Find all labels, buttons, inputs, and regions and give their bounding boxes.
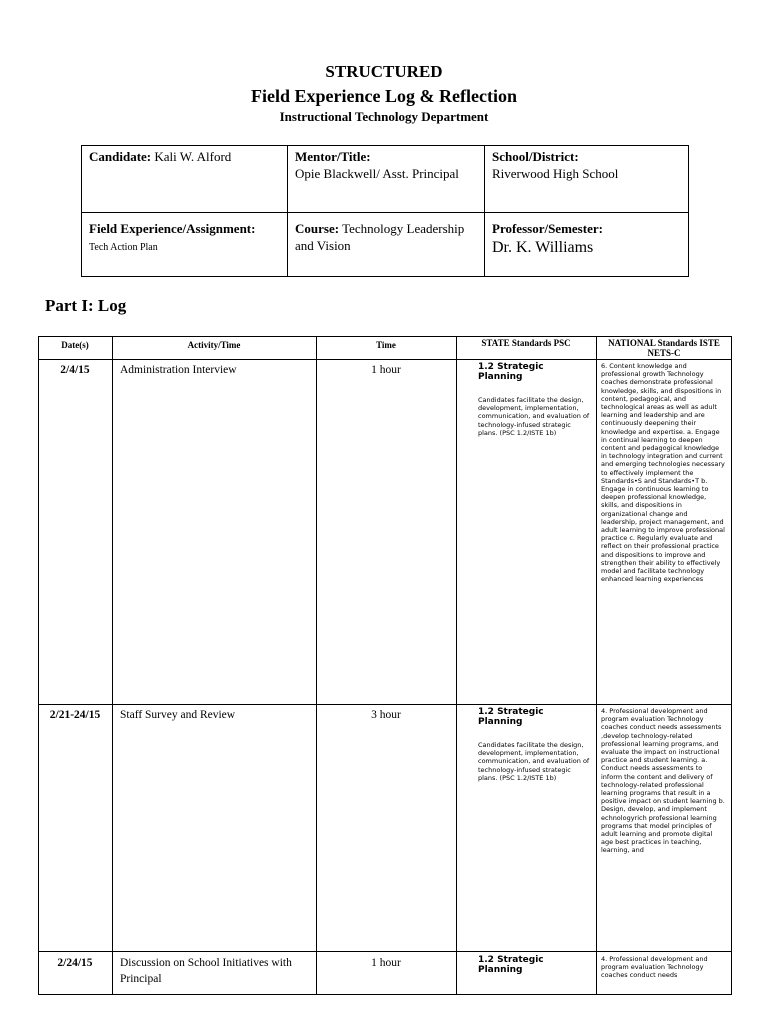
department-name: Instructional Technology Department <box>279 109 489 124</box>
mentor-value: Opie Blackwell/ Asst. Principal <box>295 166 459 181</box>
row2-state-title: 1.2 Strategic Planning <box>478 707 544 727</box>
mentor-label: Mentor/Title: <box>295 149 371 164</box>
professor-value: Dr. K. Williams <box>492 239 594 256</box>
course-cell <box>295 220 470 254</box>
header-time: Time <box>376 340 396 350</box>
header-activity: Activity/Time <box>187 340 241 350</box>
school-value: Riverwood High School <box>492 166 619 181</box>
column-divider <box>112 336 113 994</box>
header-state-standards: STATE Standards PSC <box>481 338 571 348</box>
row3-state-title: 1.2 Strategic Planning <box>478 955 544 975</box>
professor-cell <box>492 220 682 259</box>
column-divider <box>316 336 317 994</box>
row1-date: 2/4/15 <box>60 364 90 376</box>
row2-national-standard: 4. Professional development and program evaluation Technology coaches conduct needs assessments ,develop technology-related professional learning programs, and evaluate the impact on instructional practice and student learning. a. Conduct needs assessments to inform the content and delivery of technology-related professional learning programs that result in a positive impact on student learning b. Design, develop, and implement echnologyrich professional learning programs that model principles of adult learning and promote digital age best practices in teaching, learning, and <box>601 707 725 855</box>
row2-time: 3 hour <box>371 709 401 721</box>
assignment-cell <box>89 220 284 256</box>
row2-date: 2/21-24/15 <box>49 709 101 721</box>
row1-state-standard <box>478 362 590 437</box>
row3-time: 1 hour <box>371 957 401 969</box>
row3-state-standard <box>478 955 590 975</box>
assignment-value: Tech Action Plan <box>89 242 158 253</box>
document-title: STRUCTURED <box>325 62 443 81</box>
header-national-standards: NATIONAL Standards ISTE NETS-C <box>608 338 720 358</box>
row-divider <box>38 951 731 952</box>
candidate-cell <box>89 148 284 165</box>
row-divider <box>38 704 731 705</box>
header-row-divider <box>38 359 731 360</box>
candidate-label: Candidate: <box>89 149 152 164</box>
row1-state-text: Candidates facilitate the design, development, implementation, communication, and evaluation of technology-infused strategic plans. (PSC 1.2/ISTE 1b) <box>478 396 590 437</box>
info-divider <box>484 145 485 276</box>
part-title: Part I: Log <box>45 296 127 315</box>
school-cell <box>492 148 682 182</box>
document-subtitle: Field Experience Log & Reflection <box>251 86 517 106</box>
school-label: School/District: <box>492 149 579 164</box>
professor-label: Professor/Semester: <box>492 221 603 236</box>
row1-time: 1 hour <box>371 364 401 376</box>
course-label: Course: <box>295 221 340 236</box>
row3-date: 2/24/15 <box>57 957 93 969</box>
course-value: Technology Leadership and Vision <box>295 221 465 253</box>
row3-activity: Discussion on School Initiatives with Principal <box>120 957 292 985</box>
column-divider <box>596 336 597 994</box>
assignment-label: Field Experience/Assignment: <box>89 221 256 236</box>
row2-state-standard <box>478 707 590 782</box>
row3-national-standard: 4. Professional development and program evaluation Technology coaches conduct needs <box>601 955 708 980</box>
mentor-cell <box>295 148 480 182</box>
row1-activity: Administration Interview <box>120 364 237 376</box>
info-divider <box>287 145 288 276</box>
column-divider <box>456 336 457 994</box>
row1-state-title: 1.2 Strategic Planning <box>478 362 544 382</box>
header-date: Date(s) <box>61 340 89 350</box>
row1-national-standard: 6. Content knowledge and professional growth Technology coaches demonstrate professional knowledge, skills, and dispositions in content, pedagogical, and technological areas as well as adult learning and leadership and are continuously deepening their knowledge and expertise. a. Engage in continual learning to deepen content and pedagogical knowledge in technology integration and current and emerging technologies necessary to effectively implement the Standards•S and Standards•T b. Engage in continuous learning to deepen professional knowledge, skills, and dispositions in organizational change and leadership, project management, and adult learning to improve professional practice c. Regularly evaluate and reflect on their professional practice and dispositions to improve and strengthen their ability to effectively model and facilitate technology enhanced learning experiences <box>601 362 725 584</box>
row2-activity: Staff Survey and Review <box>120 709 236 721</box>
candidate-value: Kali W. Alford <box>154 149 232 164</box>
row2-state-text: Candidates facilitate the design, development, implementation, communication, and evaluation of technology-infused strategic plans. (PSC 1.2/ISTE 1b) <box>478 741 590 782</box>
info-divider <box>81 212 688 213</box>
